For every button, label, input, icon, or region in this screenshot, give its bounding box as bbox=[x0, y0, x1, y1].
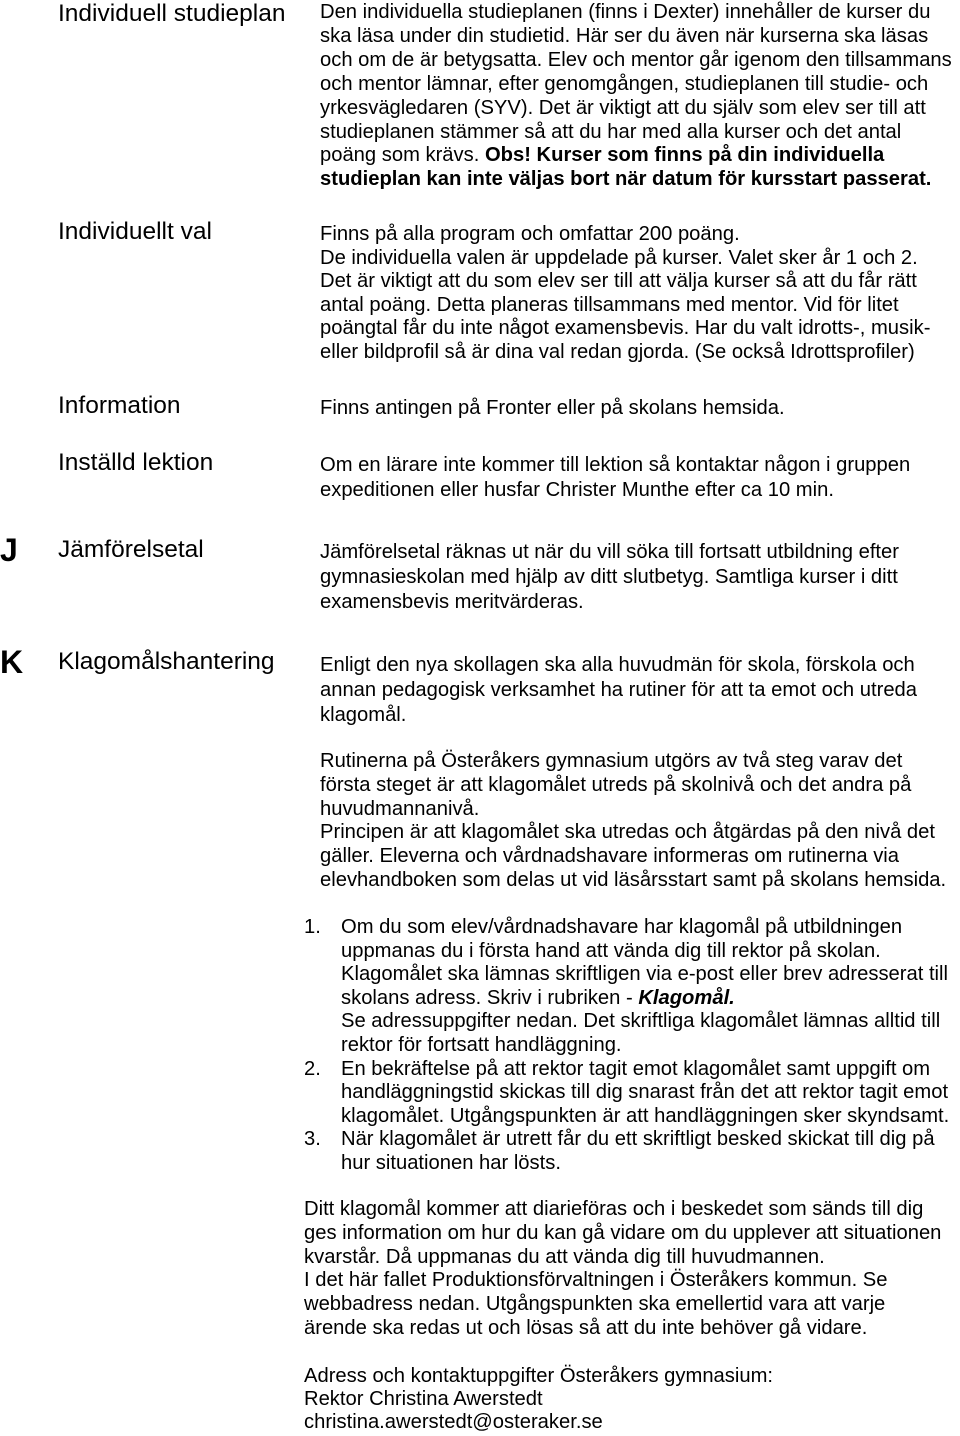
contact-name: Rektor Christina Awerstedt bbox=[304, 1387, 543, 1410]
section-letter-j: J bbox=[0, 532, 18, 568]
paragraph-line: Rutinerna på Österåkers gymnasium utgörs av två steg varav det bbox=[320, 750, 903, 772]
list-line: klagomålet. Utgångspunkten är att handläggningen sker skyndsamt. bbox=[341, 1104, 950, 1127]
list-line: hur situationen har lösts. bbox=[341, 1151, 561, 1174]
term-jamforelsetal: Jämförelsetal bbox=[58, 536, 204, 563]
paragraph-line: Principen är att klagomålet ska utredas och åtgärdas på den nivå det bbox=[320, 821, 935, 844]
list-item bbox=[304, 916, 949, 1058]
definition-line: Om en lärare inte kommer till lektion så kontaktar någon i gruppen bbox=[320, 453, 911, 476]
routines-paragraph bbox=[320, 750, 946, 893]
list-line: rektor för fortsatt handläggning. bbox=[341, 1033, 622, 1056]
definition-line: antal poäng. Detta planeras tillsammans med mentor. Vid för litet bbox=[320, 293, 899, 316]
definition-line: annan pedagogisk verksamhet ha rutiner för att ta emot och utreda bbox=[320, 678, 918, 701]
definition-line: och mentor lämnar, efter genomgången, studieplanen till studie- och bbox=[320, 72, 929, 95]
paragraph-line: gäller. Eleverna och vårdnadshavare informeras om rutinerna via bbox=[320, 845, 900, 868]
followup-paragraph bbox=[304, 1198, 941, 1341]
obs-notice: Obs! Kurser som finns på din individuella bbox=[484, 144, 885, 167]
contact-block bbox=[304, 1365, 773, 1434]
term-individuellt-val: Individuellt val bbox=[58, 218, 212, 245]
definition-line: yrkesvägledaren (SYV). Det är viktigt att du själv som elev ser till att bbox=[320, 96, 926, 119]
definition-line: och om de är betygsatta. Elev och mentor går igenom den tillsammans bbox=[320, 48, 952, 71]
paragraph-line: webbadress nedan. Utgångspunkten ska emellertid vara att varje bbox=[304, 1293, 886, 1316]
definition-line: Finns antingen på Fronter eller på skolans hemsida. bbox=[320, 397, 785, 419]
definition-klagomalshantering bbox=[320, 653, 917, 728]
definition-line: eller bildprofil så är dina val redan gjorda. (Se också Idrottsprofiler) bbox=[320, 340, 915, 363]
definition-line: klagomål. bbox=[320, 703, 407, 726]
list-number: 2. bbox=[304, 1057, 321, 1080]
paragraph-line: Ditt klagomål kommer att diarieföras och i beskedet som sänds till dig bbox=[304, 1198, 924, 1220]
definition-line: studieplan kan inte väljas bort när datum för kursstart passerat. bbox=[320, 168, 932, 191]
definition-jamforelsetal bbox=[320, 540, 899, 615]
definition-line: poängtal får du inte något examensbevis. Har du valt idrotts-, musik- bbox=[320, 317, 931, 340]
list-number: 1. bbox=[304, 916, 321, 938]
definition-line bbox=[320, 144, 952, 168]
complaint-steps-list bbox=[304, 916, 949, 1176]
list-line: Om du som elev/vårdnadshavare har klagomål på utbildningen bbox=[341, 916, 903, 938]
paragraph-line: ges information om hur du kan gå vidare om du upplever att situationen bbox=[304, 1221, 942, 1244]
list-number: 3. bbox=[304, 1128, 321, 1151]
list-item bbox=[304, 1058, 949, 1129]
definition-line: studieplanen stämmer så att du har med alla kurser och det antal bbox=[320, 120, 902, 143]
definition-individuell-studieplan bbox=[320, 1, 952, 192]
list-line: uppmanas du i första hand att vända dig till rektor på skolan. bbox=[341, 939, 881, 962]
definition-line: De individuella valen är uppdelade på kurser. Valet sker år 1 och 2. bbox=[320, 246, 918, 269]
definition-line: gymnasieskolan med hjälp av ditt slutbetyg. Samtliga kurser i ditt bbox=[320, 565, 898, 588]
contact-heading: Adress och kontaktuppgifter Österåkers gymnasium: bbox=[304, 1364, 774, 1387]
list-line: handläggningstid skickas till dig snarast från det att rektor tagit emot bbox=[341, 1081, 949, 1104]
term-installd-lektion: Inställd lektion bbox=[58, 449, 214, 476]
term-klagomalshantering: Klagomålshantering bbox=[58, 648, 275, 675]
paragraph-line: I det här fallet Produktionsförvaltningen i Österåkers kommun. Se bbox=[304, 1269, 888, 1292]
list-line bbox=[341, 987, 949, 1011]
definition-line: Enligt den nya skollagen ska alla huvudmän för skola, förskola och bbox=[320, 653, 915, 676]
text-run: poäng som krävs. bbox=[320, 144, 485, 167]
term-individuell-studieplan: Individuell studieplan bbox=[58, 0, 286, 27]
paragraph-line: ärende ska redas ut och lösas så att du inte behöver gå vidare. bbox=[304, 1316, 868, 1339]
definition-individuellt-val bbox=[320, 223, 930, 365]
paragraph-line: kvarstår. Då uppmanas du att vända dig till huvudmannen. bbox=[304, 1245, 825, 1268]
list-line: När klagomålet är utrett får du ett skriftligt besked skickat till dig på bbox=[341, 1128, 935, 1151]
paragraph-line: första steget är att klagomålet utreds på skolnivå och det andra på bbox=[320, 773, 912, 796]
contact-email: christina.awerstedt@osteraker.se bbox=[304, 1410, 603, 1433]
list-line: Se adressuppgifter nedan. Det skriftliga klagomålet lämnas alltid till bbox=[341, 1010, 941, 1033]
definition-line: Den individuella studieplanen (finns i Dexter) innehåller de kurser du bbox=[320, 1, 931, 23]
definition-line: Jämförelsetal räknas ut när du vill söka till fortsatt utbildning efter bbox=[320, 540, 899, 563]
text-run: skolans adress. Skriv i rubriken - bbox=[341, 986, 639, 1009]
definition-line: examensbevis meritvärderas. bbox=[320, 590, 584, 613]
section-letter-k: K bbox=[0, 644, 24, 680]
list-line: En bekräftelse på att rektor tagit emot klagomålet samt uppgift om bbox=[341, 1057, 931, 1080]
definition-line: ska läsa under din studietid. Här ser du även när kurserna ska läsas bbox=[320, 24, 929, 47]
paragraph-line: huvudmannanivå. bbox=[320, 797, 480, 820]
paragraph-line: elevhandboken som delas ut vid läsårsstart samt på skolans hemsida. bbox=[320, 868, 947, 891]
definition-installd-lektion bbox=[320, 453, 910, 503]
list-line: Klagomålet ska lämnas skriftligen via e-post eller brev adresserat till bbox=[341, 963, 949, 986]
definition-information bbox=[320, 396, 785, 420]
definition-line: Finns på alla program och omfattar 200 poäng. bbox=[320, 223, 740, 245]
definition-line: expeditionen eller husfar Christer Munthe efter ca 10 min. bbox=[320, 478, 834, 501]
list-item bbox=[304, 1128, 949, 1175]
term-information: Information bbox=[58, 392, 181, 419]
definition-line: Det är viktigt att du som elev ser till att välja kurser så att du får rätt bbox=[320, 270, 917, 293]
subject-keyword: Klagomål. bbox=[638, 986, 735, 1009]
